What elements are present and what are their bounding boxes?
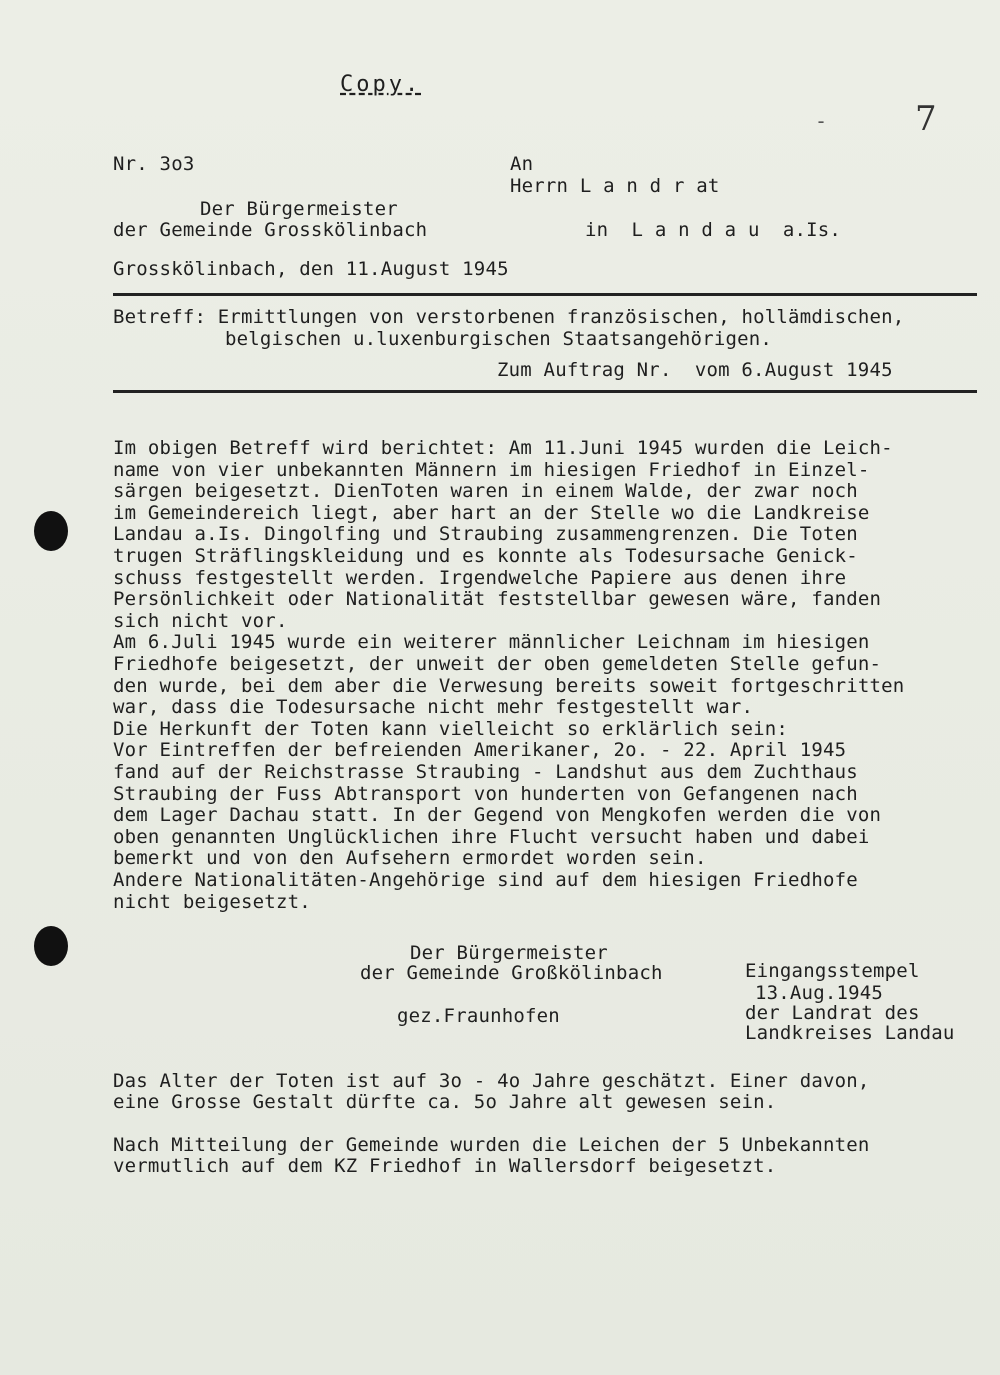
body-line: bemerkt und von den Aufsehern ermordet worden sein.	[113, 847, 707, 869]
top-rule	[113, 293, 977, 296]
body-line: Die Herkunft der Toten kann vielleicht so erklärlich sein:	[113, 718, 789, 740]
body-line: den wurde, bei dem aber die Verwesung bereits soweit fortgeschritten	[113, 675, 905, 697]
stamp-title: Eingangsstempel	[745, 960, 920, 982]
subject-line-1: Betreff: Ermittlungen von verstorbenen französischen, hollämdischen,	[113, 306, 905, 328]
signature-name: gez.Fraunhofen	[397, 1005, 560, 1027]
body-line: nicht beigesetzt.	[113, 891, 311, 913]
postscript-line-3: Nach Mitteilung der Gemeinde wurden die Leichen der 5 Unbekannten	[113, 1134, 870, 1156]
recipient-label: An	[510, 153, 534, 175]
document-title: Copy.	[340, 72, 422, 97]
body-line: Persönlichkeit oder Nationalität feststellbar gewesen wäre, fanden	[113, 588, 882, 610]
postscript-line-2: eine Grosse Gestalt dürfte ca. 5o Jahre alt gewesen sein.	[113, 1091, 777, 1113]
body-line: Andere Nationalitäten-Angehörige sind auf dem hiesigen Friedhofe	[113, 869, 858, 891]
body-line: Straubing der Fuss Abtransport von hunderten von Gefangenen nach	[113, 783, 858, 805]
sender-municipality: der Gemeinde Grosskölinbach	[113, 219, 428, 241]
body-line: fand auf der Reichstrasse Straubing - Landshut aus dem Zuchthaus	[113, 761, 858, 783]
postscript-line-1: Das Alter der Toten ist auf 3o - 4o Jahre geschätzt. Einer davon,	[113, 1070, 870, 1092]
body-line: im Gemeindereich liegt, aber hart an der Stelle wo die Landkreise	[113, 502, 870, 524]
signature-municipality: der Gemeinde Großkölinbach	[360, 962, 663, 984]
reference-number: Nr. 3o3	[113, 153, 195, 175]
punch-hole-bottom	[34, 926, 68, 966]
body-line: särgen beigesetzt. DienToten waren in einem Walde, der zwar noch	[113, 480, 858, 502]
stamp-authority: der Landrat des	[745, 1002, 920, 1024]
stamp-district: Landkreises Landau	[745, 1022, 955, 1044]
body-line: Im obigen Betreff wird berichtet: Am 11.Juni 1945 wurden die Leich-	[113, 437, 893, 459]
punch-hole-top	[34, 511, 68, 551]
body-line: name von vier unbekannten Männern im hiesigen Friedhof in Einzel-	[113, 459, 870, 481]
recipient-location: in L a n d a u a.Is.	[585, 219, 842, 241]
body-line: trugen Sträflingskleidung und es konnte als Todesursache Genick-	[113, 545, 858, 567]
date-line: Grosskölinbach, den 11.August 1945	[113, 258, 509, 280]
body-line: Friedhofe beigesetzt, der unweit der oben gemeldeten Stelle gefun-	[113, 653, 882, 675]
body-line: dem Lager Dachau statt. In der Gegend von Mengkofen werden die von	[113, 804, 882, 826]
page-number: 7	[915, 99, 937, 139]
body-line: oben genannten Unglücklichen ihre Flucht versucht haben und dabei	[113, 826, 870, 848]
body-line: Vor Eintreffen der befreienden Amerikaner, 2o. - 22. April 1945	[113, 739, 847, 761]
signature-title: Der Bürgermeister	[410, 942, 608, 964]
order-reference: Zum Auftrag Nr. vom 6.August 1945	[497, 359, 893, 381]
recipient-name: Herrn L a n d r at	[510, 175, 720, 197]
bottom-rule	[113, 390, 977, 393]
body-line: Landau a.Is. Dingolfing und Straubing zusammengrenzen. Die Toten	[113, 523, 858, 545]
body-line: war, dass die Todesursache nicht mehr festgestellt war.	[113, 696, 754, 718]
body-line: schuss festgestellt werden. Irgendwelche Papiere aus denen ihre	[113, 567, 847, 589]
body-line: Am 6.Juli 1945 wurde ein weiterer männlicher Leichnam im hiesigen	[113, 631, 870, 653]
body-line: sich nicht vor.	[113, 610, 288, 632]
subject-line-2: belgischen u.luxenburgischen Staatsangehörigen.	[225, 328, 773, 350]
sender-title: Der Bürgermeister	[200, 198, 398, 220]
page-mark: -	[815, 109, 828, 133]
stamp-date: 13.Aug.1945	[755, 982, 884, 1004]
postscript-line-4: vermutlich auf dem KZ Friedhof in Wallersdorf beigesetzt.	[113, 1155, 777, 1177]
